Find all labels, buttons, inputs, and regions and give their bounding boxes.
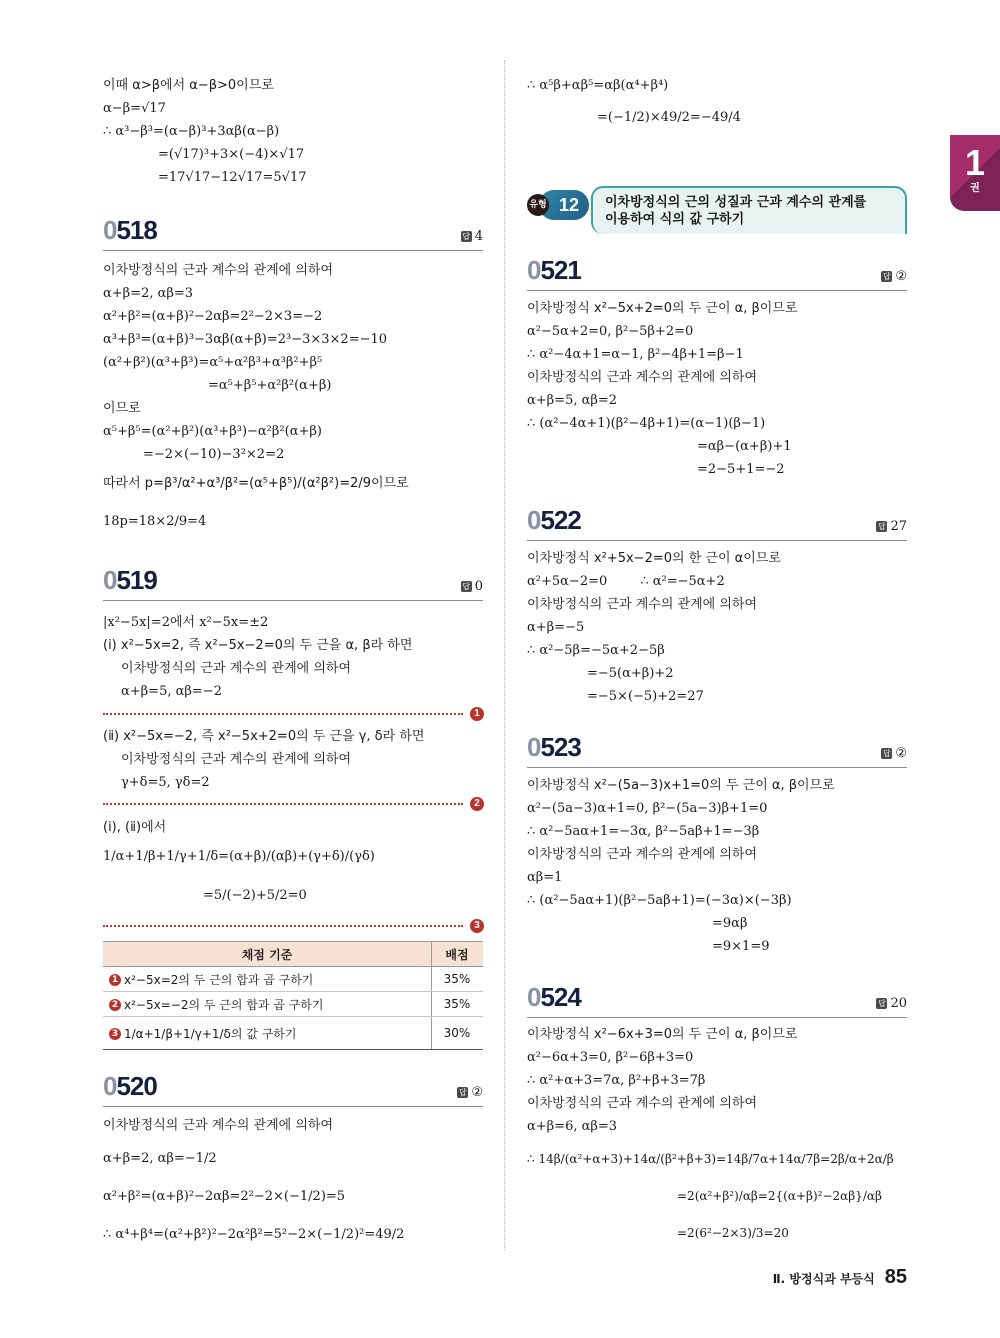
answer-badge (876, 519, 907, 534)
step-divider (103, 713, 463, 715)
text-line: 이차방정식의 근과 계수의 관계에 의하여 (527, 1096, 758, 1111)
text-line: 이때 α>β에서 α−β>0이므로 (103, 78, 274, 93)
math-line: α+β=2, αβ=3 (103, 286, 194, 301)
answer-badge (457, 1085, 483, 1100)
math-line: α²−6α+3=0, β²−6β+3=0 (527, 1050, 694, 1065)
math-line: α+β=−5 (527, 620, 585, 635)
answer-value: ② (471, 1085, 483, 1100)
problem-header-0519 (103, 566, 483, 601)
table-row (103, 967, 483, 992)
math-line: ∴ (α²−5aα+1)(β²−5aβ+1)=(−3α)×(−3β) (527, 893, 792, 908)
scoring-table (103, 941, 483, 1050)
answer-icon: 답 (878, 522, 886, 531)
problem-number: 0518 (103, 215, 157, 245)
problem-number: 0524 (527, 982, 581, 1012)
math-line: α²+β²=(α+β)²−2αβ=2²−2×3=−2 (103, 309, 323, 324)
answer-value: ② (895, 746, 907, 761)
math-line: α+β=6, αβ=3 (527, 1119, 618, 1134)
points-cell: 35% (432, 992, 484, 1017)
page-footer (773, 1266, 907, 1289)
math-line: α²+β²=(α+β)²−2αβ=2²−2×(−1/2)=5 (103, 1189, 346, 1204)
math-line: (α²+β²)(α³+β³)=α⁵+α²β³+α³β²+β⁵ (103, 355, 323, 370)
volume-label: 권 (970, 183, 980, 194)
math-line: ∴ α²−4α+1=α−1, β²−4β+1=β−1 (527, 347, 744, 362)
math-line: α³+β³=(α+β)³−3αβ(α+β)=2³−3×3×2=−10 (103, 332, 388, 347)
text-line: 이차방정식의 근과 계수의 관계에 의하여 (527, 597, 758, 612)
text-line: 이차방정식의 근과 계수의 관계에 의하여 (527, 847, 758, 862)
step-marker-3: 3 (470, 919, 484, 933)
step-badge: 3 (109, 1028, 121, 1040)
answer-icon: 답 (878, 999, 886, 1008)
type-header (527, 186, 907, 236)
problem-number: 0521 (527, 255, 581, 285)
answer-value: 0 (474, 579, 483, 594)
step-marker-2: 2 (470, 797, 484, 811)
answer-icon: 답 (462, 582, 471, 591)
math-line: =9αβ (712, 916, 748, 931)
math-line: α+β=5, αβ=−2 (121, 684, 222, 699)
answer-value: 20 (890, 996, 907, 1011)
math-line: α⁵+β⁵=(α²+β²)(α³+β³)−α²β²(α+β) (103, 424, 322, 439)
math-line: ∴ α³−β³=(α−β)³+3αβ(α−β) (103, 124, 280, 139)
text-line: 이차방정식의 근과 계수의 관계에 의하여 (103, 1118, 334, 1133)
problem-number: 0519 (103, 565, 157, 595)
points-cell: 30% (432, 1017, 484, 1050)
answer-value: 4 (474, 229, 483, 244)
text-line: (ⅰ), (ⅱ)에서 (103, 820, 167, 835)
answer-badge (881, 269, 907, 284)
problem-header-0524 (527, 983, 907, 1018)
math-line: αβ=1 (527, 870, 563, 885)
math-line: 1/α+1/β+1/γ+1/δ=(α+β)/(αβ)+(γ+δ)/(γδ) (103, 849, 375, 864)
chapter-title: Ⅱ. 방정식과 부등식 (772, 1272, 875, 1286)
answer-icon: 답 (462, 232, 471, 241)
math-line: =−5×(−5)+2=27 (587, 689, 704, 704)
criterion-text: x²−5x=−2의 두 근의 합과 곱 구하기 (124, 997, 324, 1012)
type-title: 이차방정식의 근의 성질과 근과 계수의 관계를 이용하여 식의 값 구하기 (591, 186, 907, 234)
math-line: ∴ α²−5β=−5α+2−5β (527, 643, 665, 658)
math-line: ∴ 14β/(α²+α+3)+14α/(β²+β+3)=14β/7α+14α/7β=2β/α+2α/β (527, 1152, 894, 1166)
math-line: =9×1=9 (712, 939, 770, 954)
volume-tab (950, 135, 1000, 211)
text-line: (ⅰ) x²−5x=2, 즉 x²−5x−2=0의 두 근을 α, β라 하면 (103, 638, 413, 653)
answer-icon: 답 (458, 1088, 467, 1097)
math-line: =αβ−(α+β)+1 (697, 439, 792, 454)
text-line: 이차방정식의 근과 계수의 관계에 의하여 (121, 752, 352, 767)
table-header-criterion: 채점 기준 (103, 942, 432, 967)
answer-icon: 답 (882, 749, 891, 758)
problem-header-0521 (527, 256, 907, 291)
problem-header-0522 (527, 506, 907, 541)
type-label: 유형 (527, 194, 549, 216)
math-line: α²−(5a−3)α+1=0, β²−(5a−3)β+1=0 (527, 801, 768, 816)
math-line: γ+δ=5, γδ=2 (121, 775, 210, 790)
column-divider (504, 60, 505, 1250)
math-line: =α⁵+β⁵+α²β²(α+β) (208, 378, 332, 393)
answer-value: 27 (890, 519, 907, 534)
criterion-text: 1/α+1/β+1/γ+1/δ의 값 구하기 (124, 1026, 297, 1041)
math-line: =(−1/2)×49/2=−49/4 (597, 110, 741, 125)
math-line: =−2×(−10)−3²×2=2 (143, 447, 285, 462)
table-row (103, 1017, 483, 1050)
text-line: 이차방정식의 근과 계수의 관계에 의하여 (121, 661, 352, 676)
math-line: ∴ α⁵β+αβ⁵=αβ(α⁴+β⁴) (527, 78, 669, 93)
math-line: α+β=2, αβ=−1/2 (103, 1151, 217, 1166)
text-line: 이차방정식의 근과 계수의 관계에 의하여 (103, 263, 334, 278)
points-cell: 35% (432, 967, 484, 992)
math-line: α−β=√17 (103, 101, 166, 116)
math-line: ∴ α²−5aα+1=−3α, β²−5aβ+1=−3β (527, 824, 760, 839)
page-number: 85 (884, 1266, 907, 1288)
step-divider (103, 925, 463, 927)
math-line: =−5(α+β)+2 (587, 666, 674, 681)
table-row (103, 992, 483, 1017)
math-line: =5/(−2)+5/2=0 (203, 888, 307, 903)
problem-header-0523 (527, 733, 907, 768)
answer-badge (881, 746, 907, 761)
text-line: 이차방정식 x²+5x−2=0의 한 근이 α이므로 (527, 551, 781, 566)
math-line: =2(α²+β²)/αβ=2{(α+β)²−2αβ}/αβ (677, 1189, 882, 1203)
text-line: 이차방정식 x²−(5a−3)x+1=0의 두 근이 α, β이므로 (527, 778, 835, 793)
text-line: 이차방정식 x²−6x+3=0의 두 근이 α, β이므로 (527, 1027, 798, 1042)
criterion-text: x²−5x=2의 두 근의 합과 곱 구하기 (124, 972, 314, 987)
problem-number: 0520 (103, 1071, 157, 1101)
math-line: α+β=5, αβ=2 (527, 393, 618, 408)
text-line: 이차방정식 x²−5x+2=0의 두 근이 α, β이므로 (527, 301, 798, 316)
math-line: α²+5α−2=0 ∴ α²=−5α+2 (527, 574, 725, 589)
answer-badge (461, 579, 483, 594)
problem-number: 0523 (527, 732, 581, 762)
problem-header-0518 (103, 216, 483, 251)
text-line: 따라서 p=β³/α²+α³/β²=(α⁵+β⁵)/(α²β²)=2/9이므로 (103, 476, 409, 491)
answer-badge (876, 996, 907, 1011)
math-line: =(√17)³+3×(−4)×√17 (158, 147, 305, 162)
step-marker-1: 1 (470, 707, 484, 721)
math-line: α²−5α+2=0, β²−5β+2=0 (527, 324, 694, 339)
math-line: =2−5+1=−2 (697, 462, 785, 477)
math-line: 18p=18×2/9=4 (103, 514, 207, 529)
math-line: ∴ α⁴+β⁴=(α²+β²)²−2α²β²=5²−2×(−1/2)²=49/2 (103, 1227, 405, 1242)
step-badge: 1 (109, 974, 121, 986)
math-line: |x²−5x|=2에서 x²−5x=±2 (103, 615, 269, 630)
text-line: 이차방정식의 근과 계수의 관계에 의하여 (527, 370, 758, 385)
volume-number: 1 (964, 142, 986, 183)
type-number: 12 (539, 190, 589, 220)
problem-header-0520 (103, 1072, 483, 1107)
answer-value: ② (895, 269, 907, 284)
math-line: ∴ (α²−4α+1)(β²−4β+1)=(α−1)(β−1) (527, 416, 766, 431)
math-line: =17√17−12√17=5√17 (158, 170, 307, 185)
math-line: =2(6²−2×3)/3=20 (677, 1226, 789, 1240)
step-divider (103, 803, 463, 805)
problem-number: 0522 (527, 505, 581, 535)
table-header-points: 배점 (432, 942, 484, 967)
step-badge: 2 (109, 999, 121, 1011)
text-line: 이므로 (103, 401, 141, 416)
answer-badge (461, 229, 483, 244)
answer-icon: 답 (882, 272, 891, 281)
math-line: ∴ α²+α+3=7α, β²+β+3=7β (527, 1073, 706, 1088)
text-line: (ⅱ) x²−5x=−2, 즉 x²−5x+2=0의 두 근을 γ, δ라 하면 (103, 729, 425, 744)
